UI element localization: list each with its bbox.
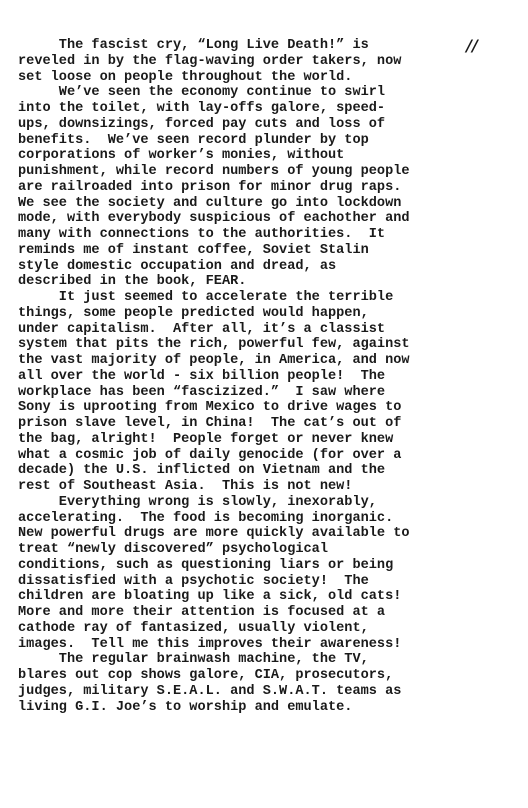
text-line: workplace has been “fascizized.” I saw where: [18, 384, 386, 400]
text-line: We see the society and culture go into lockdown: [18, 195, 402, 211]
text-line: benefits. We’ve seen record plunder by top: [18, 132, 369, 148]
text-line: cathode ray of fantasized, usually violent,: [18, 620, 369, 636]
text-line: judges, military S.E.A.L. and S.W.A.T. teams as: [18, 683, 402, 699]
text-line: We’ve seen the economy continue to swirl: [18, 85, 386, 101]
text-line: all over the world - six billion people! The: [18, 368, 386, 384]
text-line: The regular brainwash machine, the TV,: [18, 652, 369, 668]
text-line: More and more their attention is focused at a: [18, 605, 386, 620]
text-line: Sony is uprooting from Mexico to drive wages to: [18, 400, 402, 416]
text-line: what a cosmic job of daily genocide (for over a: [18, 447, 402, 463]
text-line: New powerful drugs are more quickly available to: [18, 526, 410, 542]
text-line: many with connections to the authorities. It: [18, 227, 386, 242]
text-line: The fascist cry, “Long Live Death!” is: [18, 38, 369, 53]
text-line: Everything wrong is slowly, inexorably,: [18, 494, 377, 510]
text-line: conditions, such as questioning liars or being: [18, 557, 394, 573]
text-line: dissatisfied with a psychotic society! The: [18, 573, 369, 589]
text-line: decade) the U.S. inflicted on Vietnam and the: [18, 463, 386, 479]
text-line: the bag, alright! People forget or never knew: [18, 431, 394, 447]
text-line: treat “newly discovered” psychological: [18, 542, 328, 557]
text-line: ups, downsizings, forced pay cuts and loss of: [18, 116, 386, 132]
text-line: set loose on people throughout the world.: [18, 69, 353, 85]
text-line: reminds me of instant coffee, Soviet Stalin: [18, 242, 369, 258]
page-mark: //: [466, 36, 478, 55]
text-line: prison slave level, in China! The cat’s out of: [18, 416, 402, 431]
text-line: images. Tell me this improves their awareness!: [18, 636, 402, 652]
text-line: blares out cop shows galore, CIA, prosecutors,: [18, 668, 394, 683]
text-line: living G.I. Joe’s to worship and emulate.: [18, 699, 353, 715]
text-line: punishment, while record numbers of young people: [18, 164, 410, 179]
text-line: mode, with everybody suspicious of eachother and: [18, 211, 410, 227]
text-line: under capitalism. After all, it’s a classist: [18, 321, 386, 337]
body-text: [18, 38, 518, 715]
text-line: It just seemed to accelerate the terrible: [18, 290, 394, 305]
text-line: accelerating. The food is becoming inorganic.: [18, 510, 394, 526]
text-line: rest of Southeast Asia. This is not new!: [18, 479, 353, 494]
text-line: into the toilet, with lay-offs galore, speed-: [18, 101, 386, 116]
text-line: system that pits the rich, powerful few, against: [18, 337, 410, 353]
text-line: things, some people predicted would happen,: [18, 305, 369, 321]
text-line: style domestic occupation and dread, as: [18, 258, 337, 274]
text-line: the vast majority of people, in America, and now: [18, 353, 410, 368]
text-line: children are bloating up like a sick, old cats!: [18, 589, 402, 605]
text-line: reveled in by the flag-waving order takers, now: [18, 53, 402, 69]
text-line: corporations of worker’s monies, without: [18, 148, 345, 164]
text-line: described in the book, FEAR.: [18, 274, 247, 290]
text-line: are railroaded into prison for minor drug raps.: [18, 179, 402, 195]
